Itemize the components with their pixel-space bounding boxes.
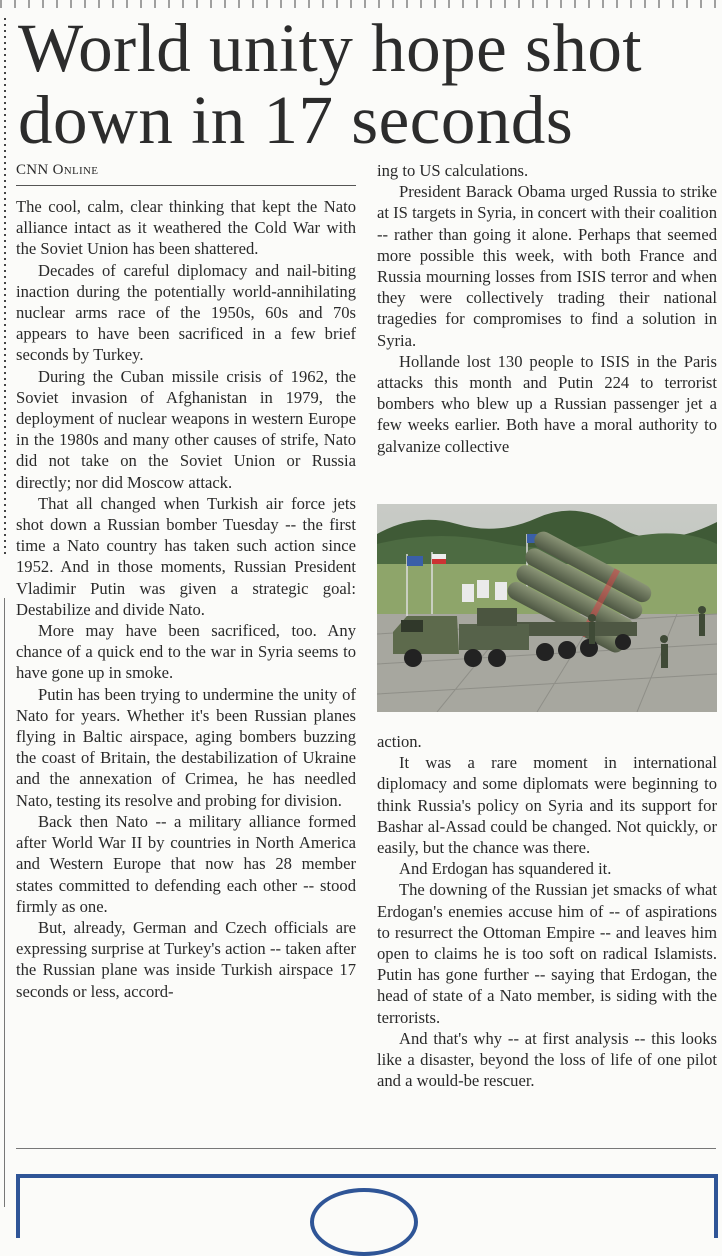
article-column-1 [16,196,356,1002]
paragraph: Hollande lost 130 people to ISIS in the Paris attacks this month and Putin 224 to terrorist bombers who blew up a Russian passenger jet a few weeks earlier. Both have a moral authority to galvanize collective [377,351,717,456]
missile-launcher-photo [377,504,717,712]
article-column-2-bottom [377,731,717,1091]
paragraph: It was a rare moment in international diplomacy and some diplomats were beginning to think Russia's policy on Syria and its support for Bashar al-Assad could be changed. Not quickly, or easily, but the chance was there. [377,753,717,858]
paragraph: But, already, German and Czech officials are expressing surprise at Turkey's action -- taken after the Russian plane was inside Turkish airspace 17 seconds or less, accord- [16,917,356,1001]
article-column-2-top [377,160,717,457]
paragraph: Decades of careful diplomacy and nail-biting inaction during the potentially world-annihilating nuclear arms race of the 1950s, 60s and 70s appears to have been sacrificed in a few brief seconds by Turkey. [16,260,356,365]
byline: CNN Online [16,162,356,186]
column-rule [4,598,5,1207]
paragraph: And that's why -- at first analysis -- this looks like a disaster, beyond the loss of life of one pilot and a would-be rescuer. [377,1028,717,1091]
paragraph: The downing of the Russian jet smacks of what Erdogan's enemies accuse him of -- of aspirations to resurrect the Ottoman Empire -- and leaves him open to claims he is too soft on radical Islamists. Putin has gone further -- saying that Erdogan, the head of state of a Nato member, is siding with the terrorists. [377,880,717,1027]
paragraph: More may have been sacrificed, too. Any chance of a quick end to the war in Syria seems to have gone up in smoke. [16,621,356,683]
section-divider [16,1148,716,1149]
headline: World unity hope shot down in 17 seconds [18,10,642,158]
paragraph: Back then Nato -- a military alliance formed after World War II by countries in North America and Western Europe that now has 28 member states committed to defending each other -- stood firmly as one. [16,811,356,916]
paragraph: Putin has been trying to undermine the unity of Nato for years. Whether it's been Russian planes flying in Baltic airspace, aging bombers buzzing the coast of Britain, the destabilization of Ukraine and the annexation of Crimea, he has needled Nato, testing its resolve and probing for division. [16,684,356,810]
masthead-strip [0,0,722,8]
column-dotted-rule [4,18,6,556]
paragraph: President Barack Obama urged Russia to strike at IS targets in Syria, in concert with their coalition -- rather than going it alone. Perhaps that seemed more possible this week, with both France and Russia mourning losses from ISIS terror and when they were collectively trading their national tragedies for compromises to find a solution in Syria. [377,182,717,350]
paragraph: That all changed when Turkish air force jets shot down a Russian bomber Tuesday -- the first time a Nato country has taken such action since 1952. And in those moments, Russian President Vladimir Putin was given a strategic goal: Destabilize and divide Nato. [16,493,356,619]
paragraph: action. [377,732,422,751]
paragraph: And Erdogan has squandered it. [399,859,612,879]
paragraph: During the Cuban missile crisis of 1962, the Soviet invasion of Afghanistan in 1979, the deployment of nuclear weapons in western Europe in the 1980s and many other causes of strife, Nato did not take on the Soviet Union or Russia directly; nor did Moscow attack. [16,366,356,492]
paragraph: The cool, calm, clear thinking that kept the Nato alliance intact as it weathered the Cold War with the Soviet Union has been shattered. [16,197,356,259]
advertisement-logo-arc [310,1188,418,1256]
paragraph: ing to US calculations. [377,161,529,180]
